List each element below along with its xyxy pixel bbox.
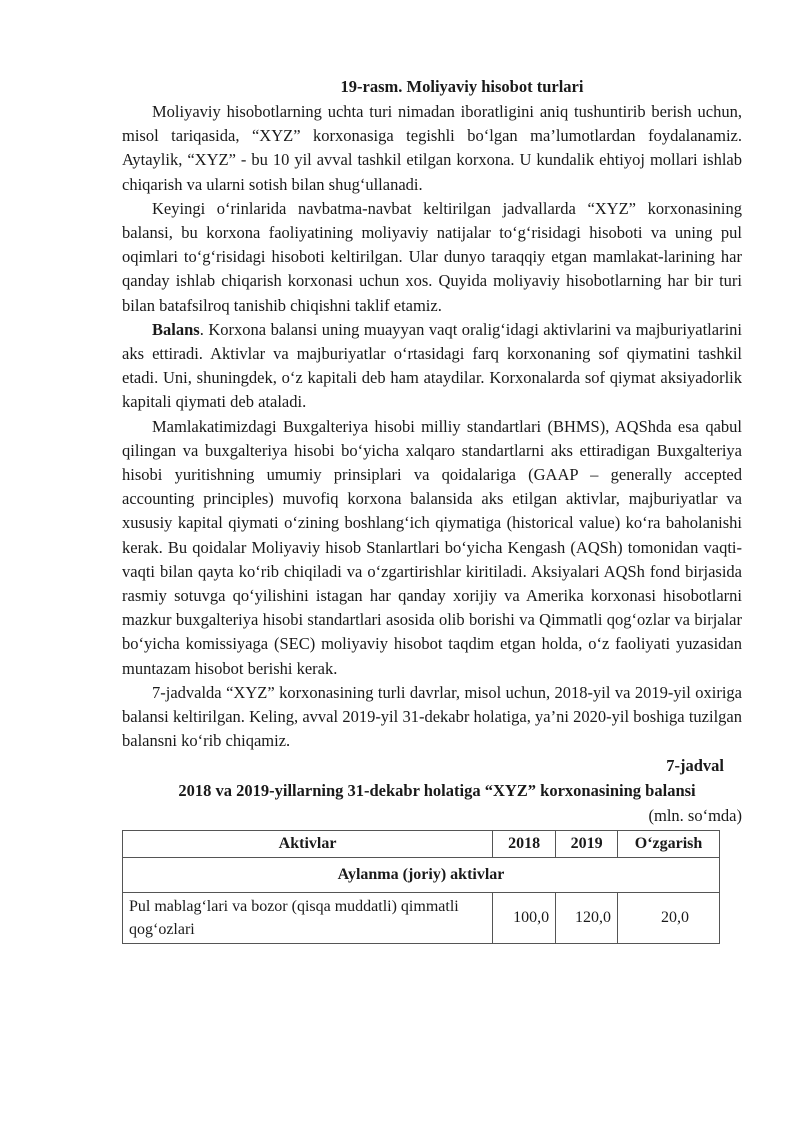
section-current-assets: Aylanma (joriy) aktivlar bbox=[123, 858, 720, 893]
row-value-2018: 100,0 bbox=[493, 893, 556, 944]
document-page bbox=[122, 75, 742, 944]
header-2018: 2018 bbox=[493, 831, 556, 858]
table-unit: (mln. so‘mda) bbox=[648, 806, 742, 826]
header-2019: 2019 bbox=[556, 831, 618, 858]
table-number: 7-jadval bbox=[666, 756, 724, 776]
balance-term: Balans bbox=[152, 319, 200, 339]
row-value-change: 20,0 bbox=[618, 893, 720, 944]
paragraph-table-intro: 7-jadvalda “XYZ” korxonasining turli davrlar, misol uchun, 2018-yil va 2019-yil oxiriga balansi keltirilgan. Keling, avval 2019-yil 31-dekabr holatiga, ya’ni 2020-yil boshiga tuzilgan balansni ko‘rib chiqamiz. bbox=[122, 682, 742, 751]
paragraph-tables-overview: Keyingi o‘rinlarida navbatma-navbat keltirilgan jadvallarda “XYZ” korxonasining balansi, bu korxona faoliyatining moliyaviy natijalar to‘g‘risidagi hisoboti va uning pul oqimlari to‘g‘risidagi hisoboti keltirilgan. Ular dunyo taraqqiy etgan mamlakat-larining har qanday ishlab chiqarish korxonasi uchun xos. Quyida moliyaviy hisobotlarning har bir turi bilan batafsilroq tanishib chiqishni taklif etamiz. bbox=[122, 198, 742, 315]
table-title: 2018 va 2019-yillarning 31-dekabr holatiga “XYZ” korxonasining balansi bbox=[178, 781, 696, 801]
section-row bbox=[123, 858, 720, 893]
header-change: O‘zgarish bbox=[618, 831, 720, 858]
paragraph-standards: Mamlakatimizdagi Buxgalteriya hisobi milliy standartlari (BHMS), AQShda esa qabul qilingan va buxgalteriya hisobi bo‘yicha xalqaro standartlarni aks ettiradigan Buxgalteriya hisobi yuritishning umumiy prinsiplari va qoidalariga (GAAP – generally accepted accounting principles) muvofiq korxona balansida aks etilgan aktivlar, majburiyatlar va xususiy kapital qiymati o‘zining boshlang‘ich qiymatiga (historical value) ko‘ra baholanishi kerak. Bu qoidalar Moliyaviy hisob Stanlartlari bo‘yicha Kengash (AQSh) tomonidan vaqti-vaqti bilan qayta ko‘rib chiqiladi va o‘zgartirishlar kiritiladi. Aksiyalari AQSh fond birjasida rasmiy sotuvga qo‘yilishini istagan har qanday xorijiy va Amerika korxonasi hisobotlarni mazkur buxgalteriya hisobi standartlari asosida olib borishi va Qimmatli qog‘ozlar va birjalar bo‘yicha komissiyaga (SEC) moliyaviy hisobot taqdim etgan holda, o‘z faoliyati yuzasidan muntazam hisobot berishi kerak. bbox=[122, 416, 742, 678]
balance-definition: . Korxona balansi uning muayyan vaqt oralig‘idagi aktivlarini va majburiyatlarini aks ettiradi. Aktivlar va majburiyatlar o‘rtasidagi farq korxonaning sof qiymatini tashkil etadi. Uni, shuningdek, o‘z kapitali deb ham ataydilar. Korxonalarda sof qiymat aksiyadorlik kapitali qiymati deb ataladi. bbox=[122, 319, 742, 412]
row-name: Pul mablag‘lari va bozor (qisqa muddatli) qimmatli qog‘ozlari bbox=[123, 893, 493, 944]
header-assets: Aktivlar bbox=[123, 831, 493, 858]
row-value-2019: 120,0 bbox=[556, 893, 618, 944]
table-header-row bbox=[123, 831, 720, 858]
paragraph-balance bbox=[122, 318, 742, 415]
table-row bbox=[123, 893, 720, 944]
balance-table bbox=[122, 830, 720, 944]
paragraph-intro: Moliyaviy hisobotlarning uchta turi nimadan iboratligini aniq tushuntirib berish uchun, misol tariqasida, “XYZ” korxonasiga tegishli bo‘lgan ma’lumotlardan foydalanamiz. Aytaylik, “XYZ” - bu 10 yil avval tashkil etilgan korxona. U kundalik ehtiyoj mollari ishlab chiqarish va ularni sotish bilan shug‘ullanadi. bbox=[122, 102, 742, 194]
figure-caption: 19-rasm. Moliyaviy hisobot turlari bbox=[340, 77, 584, 96]
